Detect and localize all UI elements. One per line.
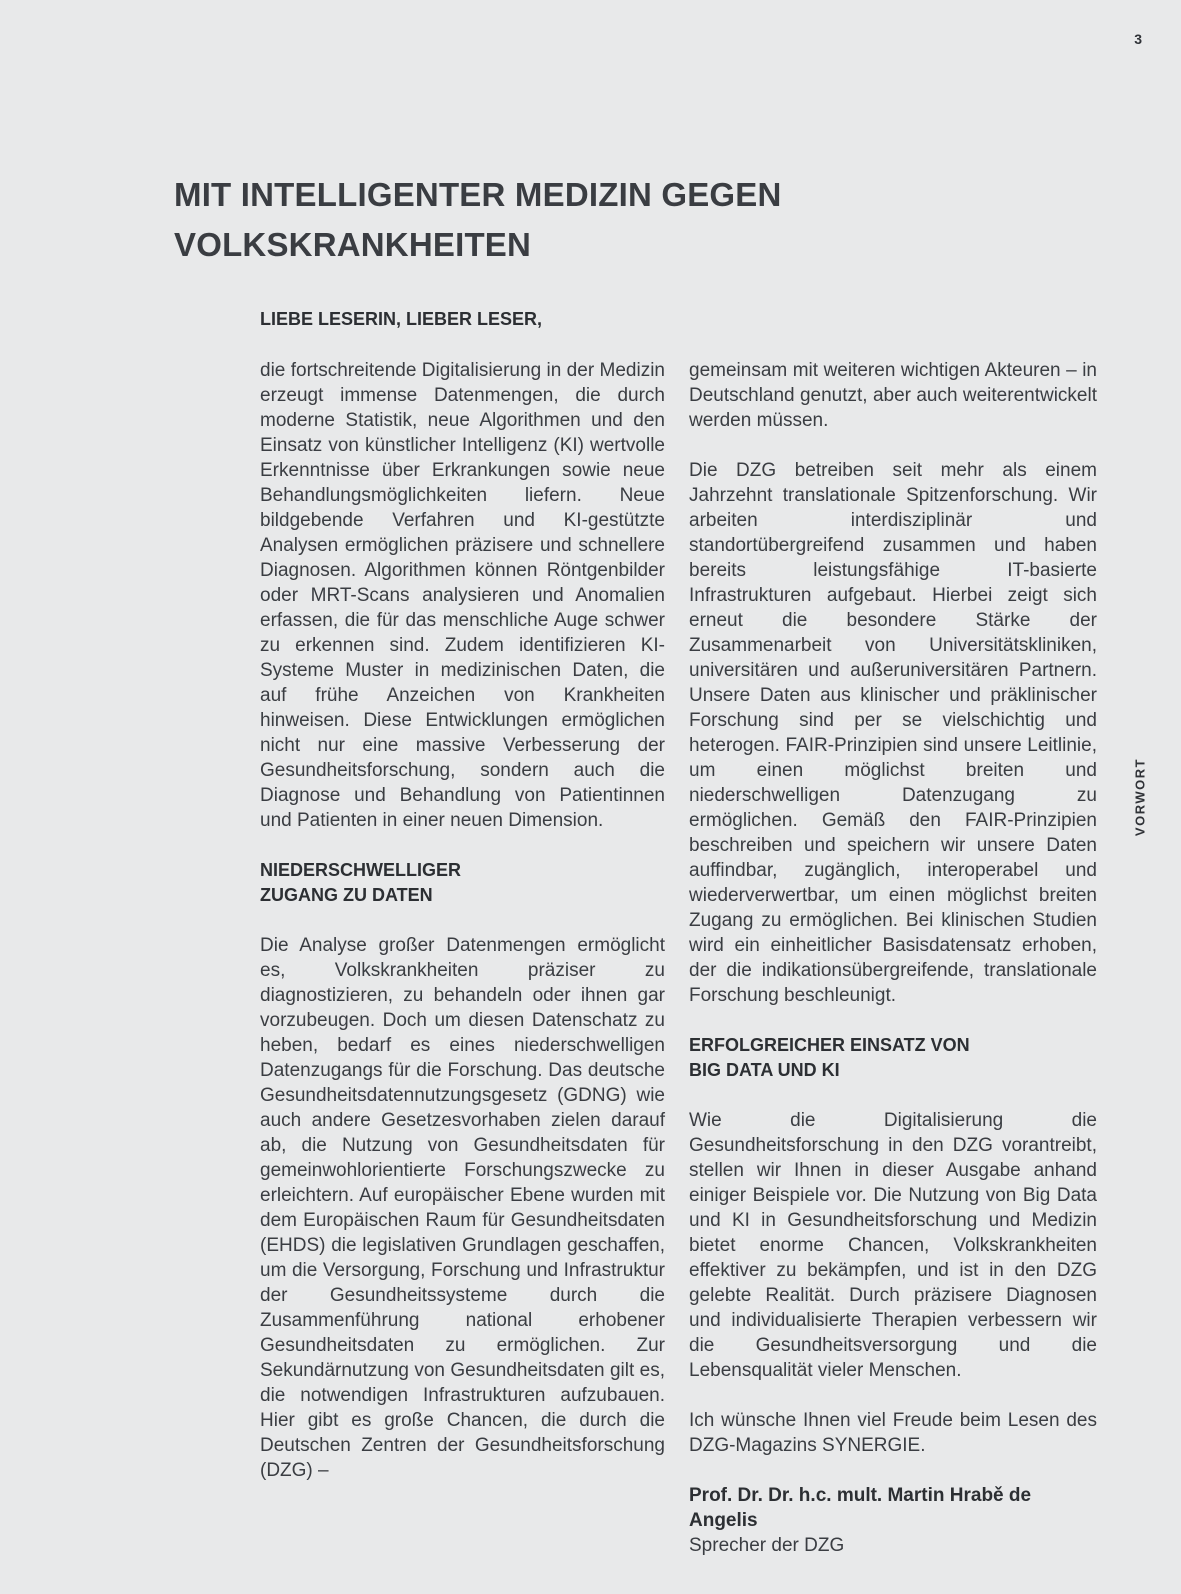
data-access-paragraph: Die Analyse großer Datenmengen ermöglicht es, Volkskrankheiten präziser zu diagnostizieren, zu behandeln oder ihnen gar vorzubeugen. Doch um diesen Datenschatz zu heben, bedarf es eines niederschwelligen Datenzugangs für die Forschung. Das deutsche Gesundheitsdatennutzungsgesetz (GDNG) wie auch andere Gesetzesvorhaben zielen darauf ab, die Nutzung von Gesundheitsdaten für gemeinwohlorientierte Forschungszwecke zu erleichtern. Auf europäischer Ebene wurden mit dem Europäischen Raum für Gesundheitsdaten (EHDS) die legislativen Grundlagen geschaffen, um die Versorgung, Forschung und Infrastruktur der Gesundheitssysteme durch die Zusammenführung national erhobener Gesundheitsdaten zu ermöglichen. Zur Sekundärnutzung von Gesundheitsdaten gilt es, die notwendigen Infrastrukturen aufzubauen. Hier gibt es große Chancen, die durch die Deutschen Zentren der Gesundheitsforschung (DZG) – <box>260 935 665 1481</box>
salutation: LIEBE LESERIN, LIEBER LESER, <box>260 309 543 329</box>
left-text-column <box>260 358 665 1508</box>
page-number: 3 <box>1134 31 1142 47</box>
signature <box>689 1483 1097 1558</box>
continuation-paragraph: gemeinsam mit weiteren wichtigen Akteuren – in Deutschland genutzt, aber auch weiterentwickelt werden müssen. <box>689 360 1097 431</box>
section-heading-line: NIEDERSCHWELLIGER <box>260 860 462 880</box>
signature-role: Sprecher der DZG <box>689 1535 845 1556</box>
section-heading-line: ERFOLGREICHER EINSATZ VON <box>689 1035 970 1055</box>
section-heading-big-data <box>689 1033 1097 1083</box>
intro-paragraph: die fortschreitende Digitalisierung in der Medizin erzeugt immense Datenmengen, die durch moderne Statistik, neue Algorithmen und den Einsatz von künstlicher Intelligenz (KI) wertvolle Erkenntnisse über Erkrankungen sowie neue Behandlungsmöglichkeiten liefern. Neue bildgebende Verfahren und KI-gestützte Analysen ermöglichen präzisere und schnellere Diagnosen. Algorithmen können Röntgenbilder oder MRT-Scans analysieren und Anomalien erfassen, die für das menschliche Auge schwer zu erkennen sind. Zudem identifizieren KI-Systeme Muster in medizinischen Daten, die auf frühe Anzeichen von Krankheiten hinweisen. Diese Entwicklungen ermöglichen nicht nur eine massive Verbesserung der Gesundheitsforschung, sondern auch die Diagnose und Behandlung von Patientinnen und Patienten in einer neuen Dimension. <box>260 360 665 831</box>
right-text-column <box>689 358 1097 1558</box>
section-heading-line: BIG DATA UND KI <box>689 1060 840 1080</box>
closing-paragraph: Ich wünsche Ihnen viel Freude beim Lesen des DZG-Magazins SYNERGIE. <box>689 1410 1097 1456</box>
big-data-paragraph: Wie die Digitalisierung die Gesundheitsforschung in den DZG vorantreibt, stellen wir Ihnen in dieser Ausgabe anhand einiger Beispiele vor. Die Nutzung von Big Data und KI in Gesundheitsforschung und Medizin bietet enorme Chancen, Volkskrankheiten effektiver zu bekämpfen, und ist in den DZG gelebte Realität. Durch präzisere Diagnosen und individualisierte Therapien verbessern wir die Gesundheitsversorgung und die Lebensqualität vieler Menschen. <box>689 1110 1097 1381</box>
article-headline: MIT INTELLIGENTER MEDIZIN GEGEN VOLKSKRANKHEITEN <box>174 176 782 263</box>
section-side-label: VORWORT <box>1132 757 1148 837</box>
signature-name: Prof. Dr. Dr. h.c. mult. Martin Hrabě de Angelis <box>689 1485 1032 1531</box>
section-heading-line: ZUGANG ZU DATEN <box>260 885 433 905</box>
section-heading-data-access <box>260 858 665 908</box>
dzg-research-paragraph: Die DZG betreiben seit mehr als einem Jahrzehnt translationale Spitzenforschung. Wir arbeiten interdisziplinär und standortübergreifend zusammen und haben bereits leistungsfähige IT-basierte Infrastrukturen aufgebaut. Hierbei zeigt sich erneut die besondere Stärke der Zusammenarbeit von Universitätskliniken, universitären und außeruniversitären Partnern. Unsere Daten aus klinischer und präklinischer Forschung sind per se vielschichtig und heterogen. FAIR-Prinzipien sind unsere Leitlinie, um einen möglichst breiten und niederschwelligen Datenzugang zu ermöglichen. Gemäß den FAIR-Prinzipien beschreiben und speichern wir unsere Daten auffindbar, zugänglich, interoperabel und wiederverwertbar, um einen möglichst breiten Zugang zu ermöglichen. Bei klinischen Studien wird ein einheitlicher Basisdatensatz erhoben, der die indikationsübergreifende, translationale Forschung beschleunigt. <box>689 460 1097 1006</box>
